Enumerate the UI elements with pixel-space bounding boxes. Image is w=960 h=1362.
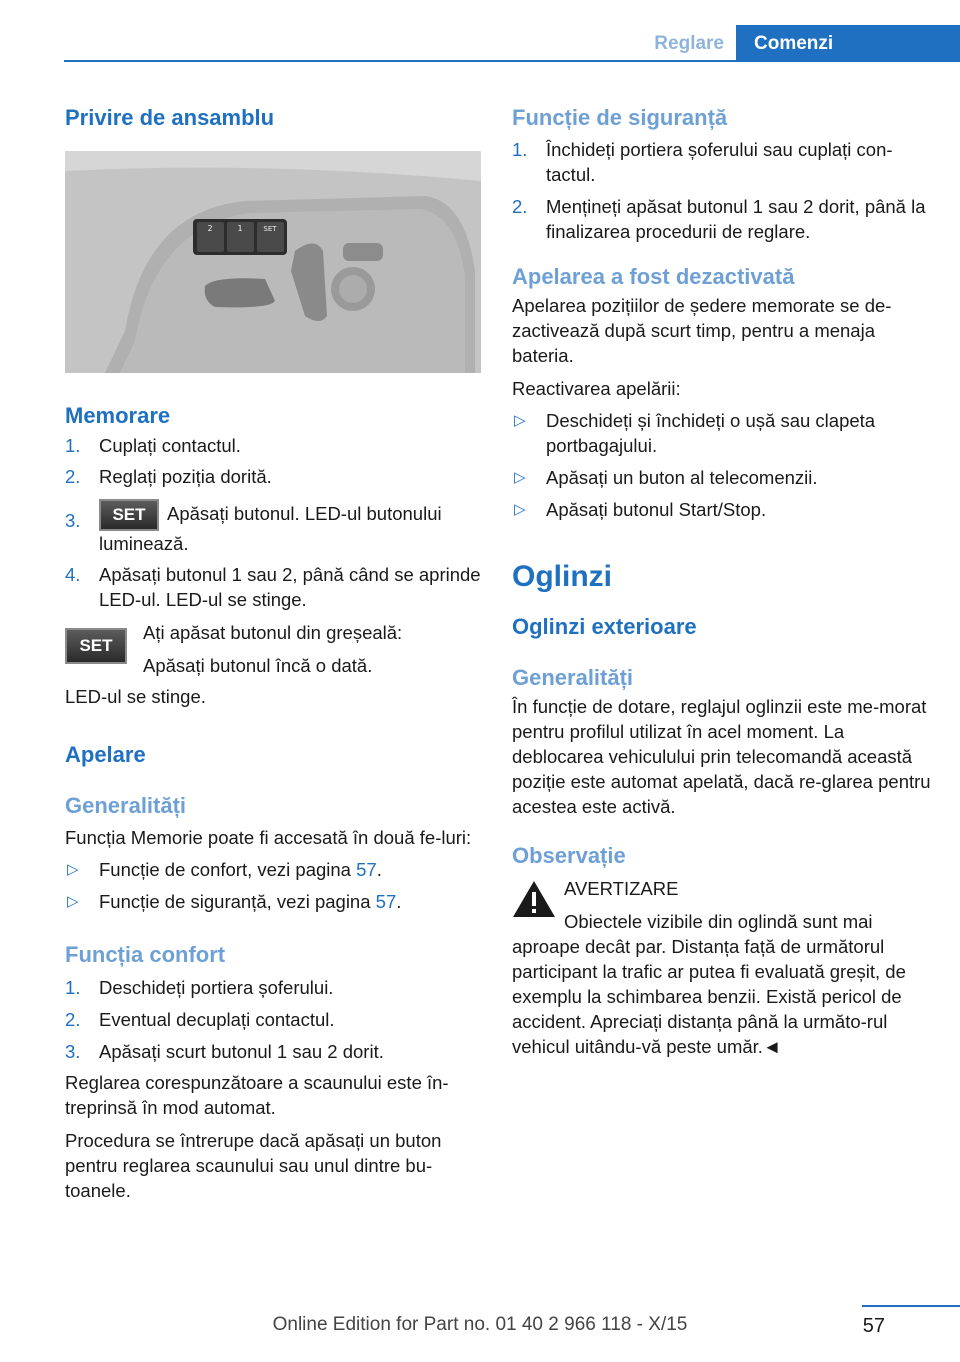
oglinzi-exterioare-heading: Oglinzi exterioare [512,614,697,639]
step-text: Deschideți portiera șoferului. [99,977,334,998]
left-column [65,98,481,1203]
siguranta-heading: Funcție de siguranță [512,105,728,130]
set-button-icon: SET [99,499,159,531]
item-text: Funcție de siguranță, vezi pagina [99,891,376,912]
seat-button-2: 2 [207,224,213,233]
list-item [65,499,481,556]
step-number: 2. [512,196,528,217]
list-item [512,465,932,490]
item-end: . [376,859,382,880]
oglinzi-generalitati-text: În funcție de dotare, reglajul oglinzii este me-morat pentru profilul utilizat în acel moment. La deblocarea vehiculului prin telecomandă această poziție este automat apelată, dacă re-glarea pentru acestea este activă. [512,696,931,817]
step-text: Reglați poziția dorită. [99,466,272,487]
list-item [65,433,481,458]
step-text: Apăsați scurt butonul 1 sau 2 dorit. [99,1041,384,1062]
apelare-heading: Apelare [65,742,146,767]
footer-edition: Online Edition for Part no. 01 40 2 966 118 - X/15 [272,1314,688,1335]
dezactivata-heading: Apelarea a fost dezactivată [512,264,795,289]
memorare-steps [65,433,481,612]
step-text: Mențineți apăsat butonul 1 sau 2 dorit, până la finalizarea procedurii de reglare. [546,196,926,242]
step-number: 2. [65,466,81,487]
list-item [65,562,481,612]
step-text: Apăsați butonul. LED-ul butonului luminează. [99,502,442,554]
item-text: Apăsați un buton al telecomenzii. [546,467,818,488]
siguranta-steps [512,137,932,244]
list-item [65,975,481,1000]
warning-triangle-icon [512,880,556,918]
seat-button-set: SET [263,225,277,233]
header-tab-comenzi[interactable]: Comenzi [736,25,960,62]
confort-steps [65,975,481,1064]
list-item [65,1039,481,1064]
step-number: 1. [65,977,81,998]
list-item [65,857,481,882]
triangle-bullet-icon: ▷ [67,861,79,878]
triangle-bullet-icon: ▷ [67,893,79,910]
mistake-line-1: Ați apăsat butonul din greșeală: [143,622,403,643]
list-item [65,889,481,914]
triangle-bullet-icon: ▷ [514,501,526,518]
list-item [512,408,932,458]
step-text: Eventual decuplați contactul. [99,1009,335,1030]
set-button-icon: SET [65,628,127,664]
mistake-note [65,620,481,676]
generalitati-heading: Generalități [65,793,187,818]
item-end: . [396,891,402,912]
triangle-bullet-icon: ▷ [514,469,526,486]
step-number: 4. [65,564,81,585]
list-item [65,1007,481,1032]
seat-panel-illustration [65,151,481,373]
confort-paragraph-2: Procedura se întrerupe dacă apăsați un buton pentru reglarea scaunului sau unul dintre bu-toanele. [65,1130,442,1201]
seat-button-1: 1 [237,224,243,233]
step-number: 2. [65,1009,81,1030]
footer-rule [862,1305,960,1307]
right-column [512,98,932,1059]
step-number: 3. [65,510,81,531]
warning-first-line: Obiectele vizibile din oglindă sunt mai [564,911,873,932]
confort-heading: Funcția confort [65,942,226,967]
step-number: 3. [65,1041,81,1062]
warning-block [512,876,932,934]
mistake-line-2: Apăsați butonul încă o dată. [143,655,373,676]
warning-label: AVERTIZARE [564,878,679,899]
dezactivata-text: Apelarea pozițiilor de ședere memorate se de-zactivează după scurt timp, pentru a menaja bateria. [512,295,892,366]
generalitati-text: Funcția Memorie poate fi accesată în două fe-luri: [65,827,472,848]
item-text: Apăsați butonul Start/Stop. [546,499,767,520]
step-number: 1. [65,435,81,456]
overview-heading: Privire de ansamblu [65,105,275,130]
header-rule [64,60,960,62]
memorare-heading: Memorare [65,403,171,428]
generalitati-list [65,857,481,914]
item-text: Funcție de confort, vezi pagina [99,859,357,880]
warning-text: aproape decât par. Distanța față de următorul participant la trafic ar putea fi evaluată greșit, de exemplu la schimbarea benzii. Există pericol de accident. Apreciați distanța până la următo-rul vehicul uitându-vă peste umăr.◄ [512,936,906,1057]
page-number: 57 [862,1315,885,1337]
header-tab-reglare[interactable]: Reglare [654,33,724,54]
step-number: 1. [512,139,528,160]
page-link[interactable]: 57 [375,891,397,912]
led-off-text: LED-ul se stinge. [65,686,206,707]
reactivare-list [512,408,932,522]
item-text: Deschideți și închideți o ușă sau clapeta portbagajului. [546,410,876,456]
confort-paragraph-1: Reglarea corespunzătoare a scaunului este în-treprinsă în mod automat. [65,1072,449,1118]
list-item [512,497,932,522]
triangle-bullet-icon: ▷ [514,412,526,429]
list-item [65,464,481,489]
seat-controls-photo [65,151,481,373]
list-item [512,194,932,244]
step-text: Închideți portiera șoferului sau cuplați con-tactul. [546,139,893,185]
oglinzi-generalitati-heading: Generalități [512,665,634,690]
page-link[interactable]: 57 [356,859,377,880]
reactivare-label: Reactivarea apelării: [512,378,681,399]
step-text: Cuplați contactul. [99,435,241,456]
oglinzi-heading: Oglinzi [512,560,612,593]
list-item [512,137,932,187]
step-text: Apăsați butonul 1 sau 2, până când se aprinde LED-ul. LED-ul se stinge. [99,564,481,610]
observatie-heading: Observație [512,843,626,868]
